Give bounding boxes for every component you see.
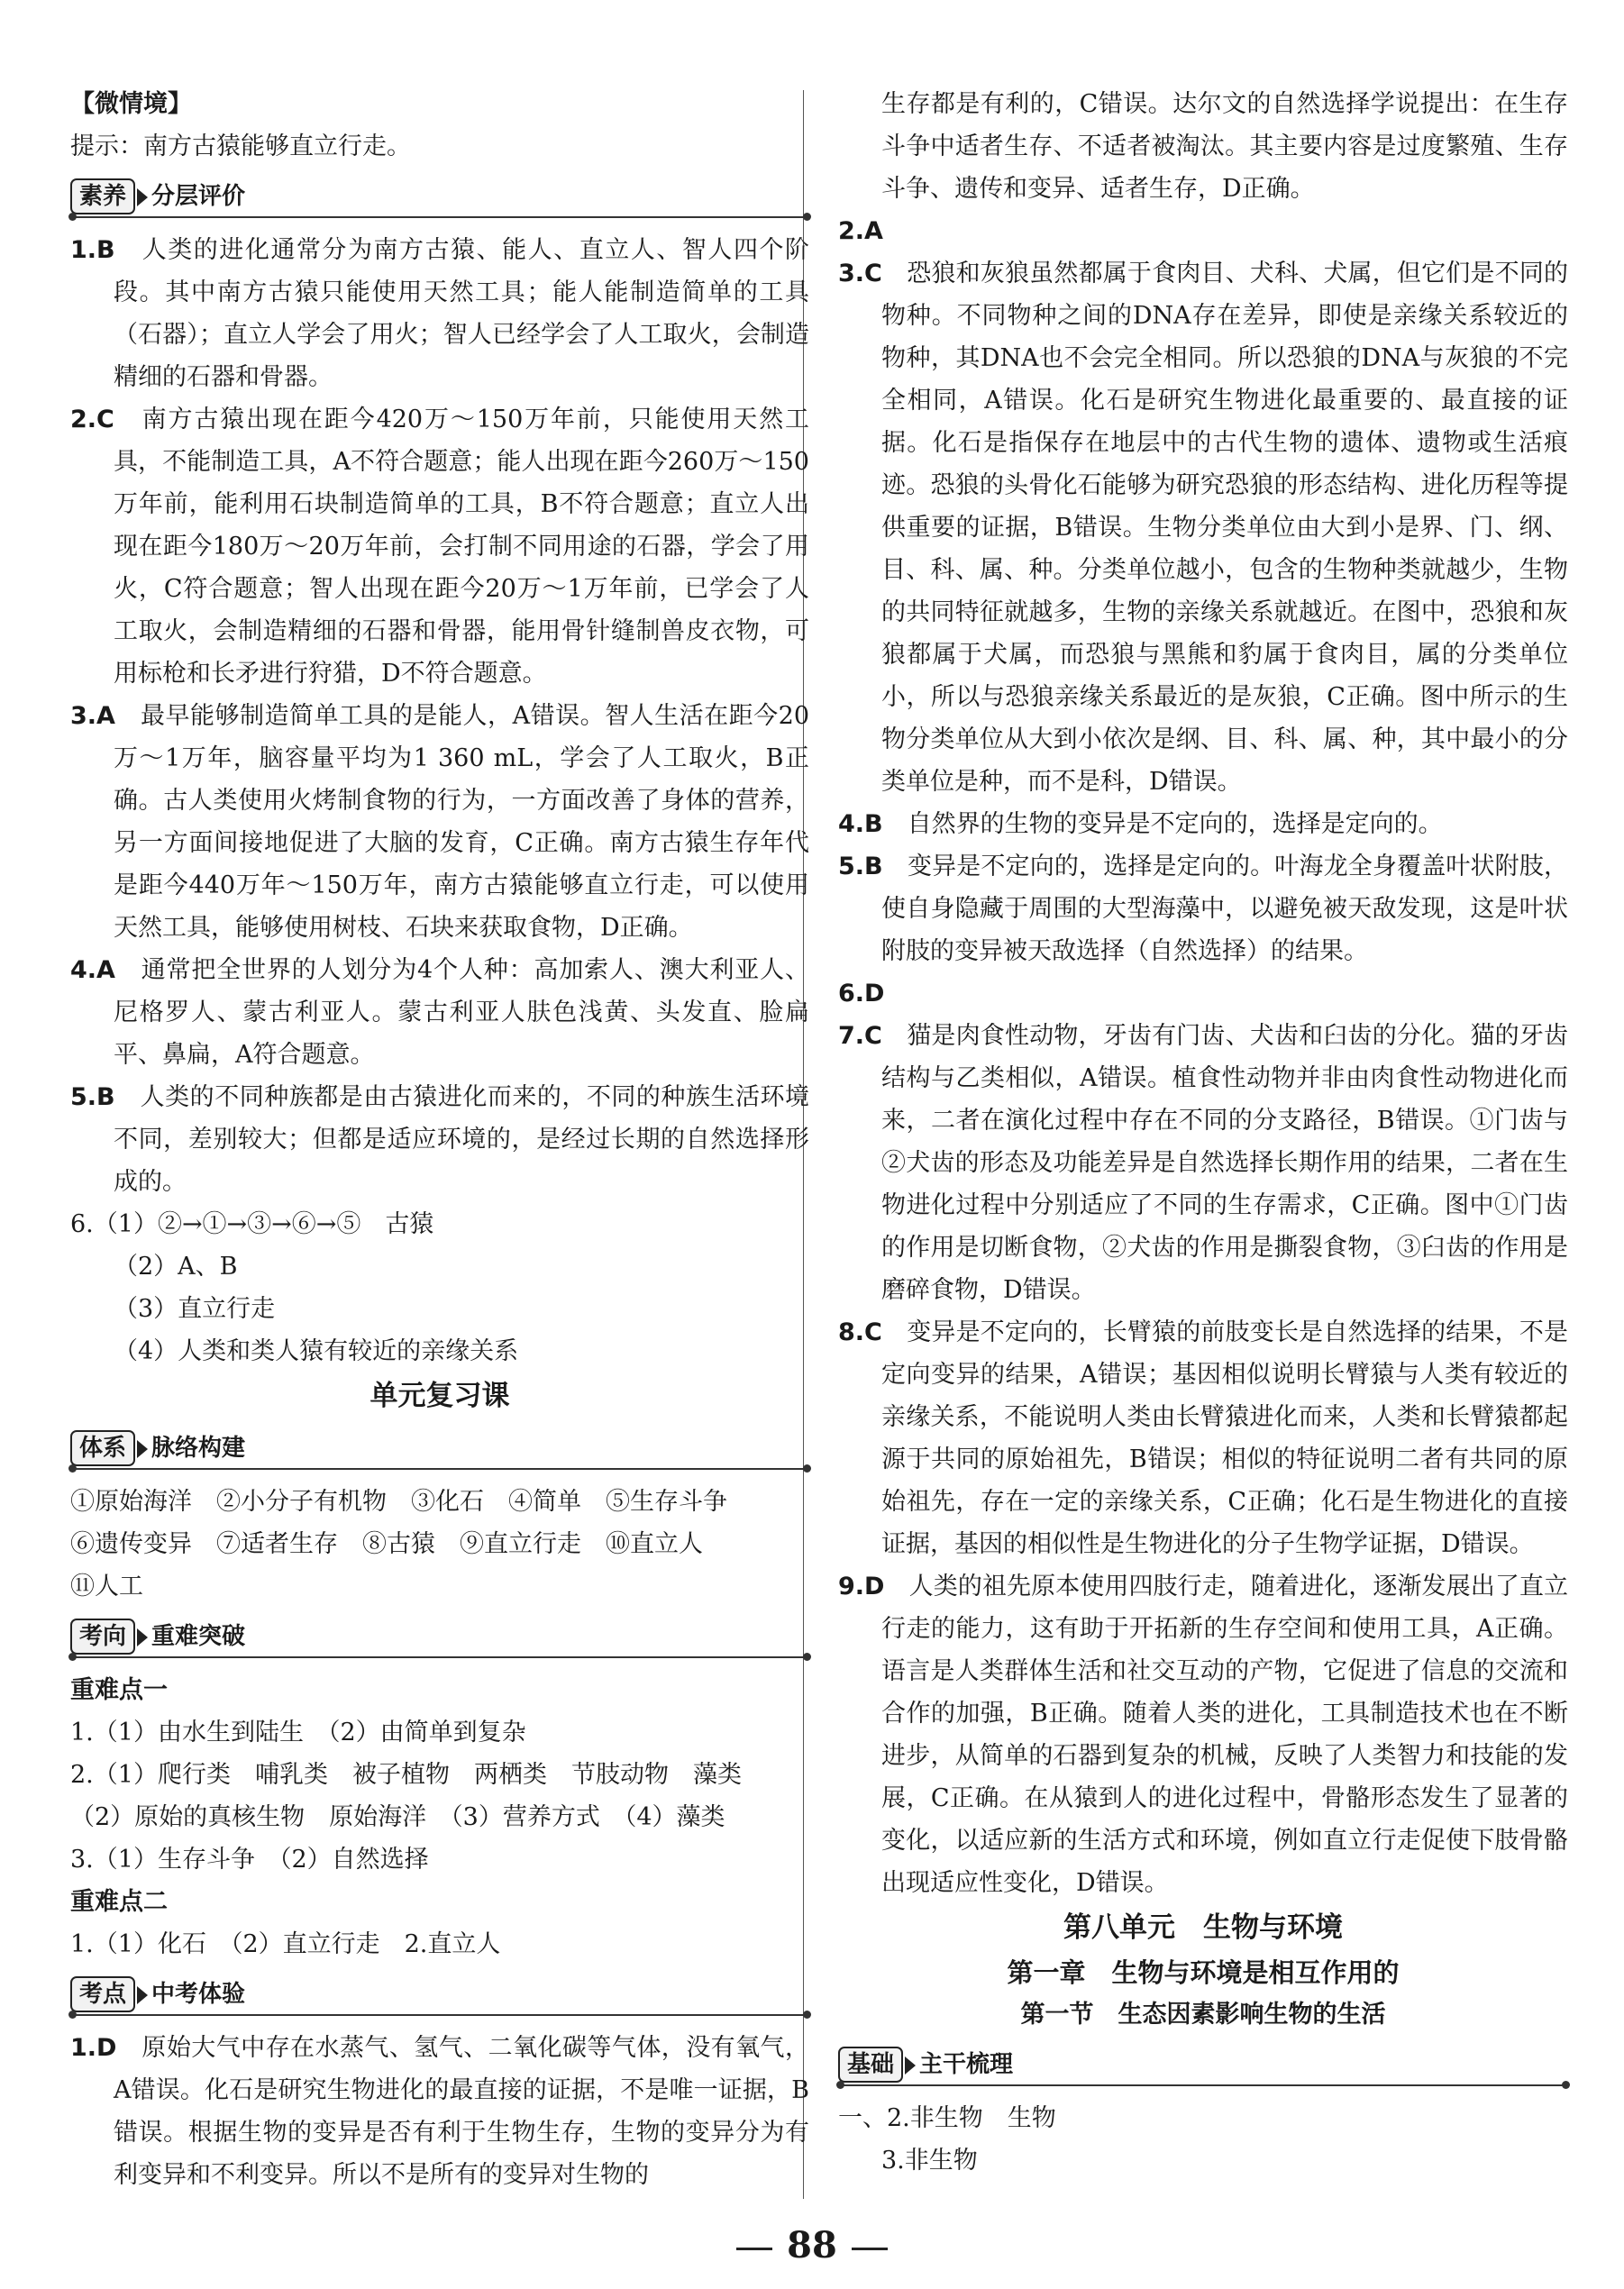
basic-line: 一、2.非生物 生物	[838, 2104, 1056, 2132]
answer-text: 恐狼和灰狼虽然都属于食肉目、犬科、犬属，但它们是不同的物种。不同物种之间的DNA存在差异，即使是亲缘关系较近的物种，其DNA也不会完全相同。所以恐狼的DNA与灰狼的不完全相同，A错误。化石是研究生物进化最重要的、最直接的证据。化石是指保存在地层中的古代生物的遗体、遗物或生活痕迹。恐狼的头骨化石能够为研究恐狼的形态结构、进化历程等提供重要的证据，B错误。生物分类单位由大到小是界、门、纲、目、科、属、种。分类单位越小，包含的生物种类就越少，生物的共同特征就越多，生物的亲缘关系就越近。在图中，恐狼和灰狼都属于犬属，而恐狼与黑熊和豹属于食肉目，属的分类单位小，所以与恐狼亲缘关系最近的是灰狼，C正确。图中所示的生物分类单位从大到小依次是纲、目、科、属、种，其中最小的分类单位是种，而不是科，D错误。	[881, 260, 1569, 796]
answer-number: 3.A	[70, 702, 115, 730]
heading-sub: 重难突破	[151, 1623, 246, 1650]
dash-right	[852, 2248, 888, 2250]
unit-review-title: 单元复习课	[370, 1380, 510, 1412]
answer-text: 通常把全世界的人划分为4个人种：高加索人、澳大利亚人、尼格罗人、蒙古利亚人。蒙古利亚人肤色浅黄、头发直、脸扁平、鼻扁，A符合题意。	[114, 956, 810, 1069]
answer-item-3	[70, 695, 809, 949]
section-title: 第一节 生态因素影响生物的生活	[1020, 2001, 1386, 2029]
answer-number: 1.D	[70, 2034, 117, 2062]
exam-answer-2: 2.A	[838, 217, 883, 245]
answer-text: 人类的不同种族都是由古猿进化而来的，不同的种族生活环境不同，差别较大；但都是适应环境的，是经过长期的自然选择形成的。	[114, 1083, 810, 1196]
answer-number: 5.B	[838, 853, 883, 880]
heading-rule	[70, 216, 809, 218]
answer-text: 变异是不定向的，长臂猿的前肢变长是自然选择的结果，不是定向变异的结果，A错误；基因相似说明长臂猿与人类有较近的亲缘关系，不能说明人类由长臂猿进化而来，人类和长臂猿都起源于共同的原始祖先，B错误；相似的特征说明二者有共同的原始祖先，存在一定的亲缘关系，C正确；化石是生物进化的直接证据，基因的相似性是生物进化的分子生物学证据，D错误。	[881, 1318, 1569, 1558]
key-point-line: （2）原始的真核生物 原始海洋 （3）营养方式 （4）藻类	[70, 1803, 725, 1831]
answer-item-6-line: （2）A、B	[114, 1253, 238, 1281]
heading-sub: 主干梳理	[919, 2051, 1014, 2078]
exam-answer-4	[838, 803, 1568, 845]
answer-number: 4.A	[70, 956, 115, 984]
key-point-line: 2.（1）爬行类 哺乳类 被子植物 两栖类 节肢动物 藻类	[70, 1761, 742, 1789]
answer-text: 猫是肉食性动物，牙齿有门齿、犬齿和臼齿的分化。猫的牙齿结构与乙类相似，A错误。植食性动物并非由肉食性动物进化而来，二者在演化过程中存在不同的分支路径，B错误。①门齿与②犬齿的形态及功能差异是自然选择长期作用的结果，二者在生物进化过程中分别适应了不同的生存需求，C正确。图中①门齿的作用是切断食物，②犬齿的作用是撕裂食物，③臼齿的作用是磨碎食物，D错误。	[881, 1022, 1569, 1304]
answer-text: 原始大气中存在水蒸气、氢气、二氧化碳等气体，没有氧气，A错误。化石是研究生物进化的最直接的证据，不是唯一证据，B错误。根据生物的变异是否有利于生物生存，生物的变异分为有利变异和不利变异。所以不是所有的变异对生物的	[114, 2034, 810, 2189]
answer-item-5	[70, 1076, 809, 1203]
exam-answer-9	[838, 1565, 1568, 1904]
answer-item-6-line: （3）直立行走	[114, 1295, 276, 1323]
key-point-2-title: 重难点二	[70, 1888, 168, 1916]
key-point-line: 1.（1）化石 （2）直立行走 2.直立人	[70, 1930, 501, 1958]
heading-rule	[838, 2084, 1568, 2086]
answer-number: 8.C	[838, 1318, 882, 1346]
unit-title: 第八单元 生物与环境	[1063, 1911, 1343, 1944]
dash-left	[736, 2248, 772, 2250]
exam-answer-1-continued: 生存都是有利的，C错误。达尔文的自然选择学说提出：在生存斗争中适者生存、不适者被淘汰。其主要内容是过度繁殖、生存斗争、遗传和变异、适者生存，D正确。	[881, 90, 1568, 203]
exam-answer-6: 6.D	[838, 980, 885, 1008]
heading-rule	[70, 1656, 809, 1658]
section-heading-exam	[70, 1971, 809, 2020]
heading-rule	[70, 2014, 809, 2016]
exam-answer-8	[838, 1311, 1568, 1565]
answer-text: 自然界的生物的变异是不定向的，选择是定向的。	[907, 810, 1443, 838]
answer-item-6-line: （4）人类和类人猿有较近的亲缘关系	[114, 1337, 519, 1365]
basic-line: 3.非生物	[881, 2147, 978, 2175]
heading-sub: 中考体验	[151, 1981, 246, 2008]
key-point-line: 1.（1）由水生到陆生 （2）由简单到复杂	[70, 1719, 526, 1746]
key-point-line: 3.（1）生存斗争 （2）自然选择	[70, 1846, 429, 1874]
system-line: ⑥遗传变异 ⑦适者生存 ⑧古猿 ⑨直立行走 ⑩直立人	[70, 1530, 703, 1558]
answer-text: 最早能够制造简单工具的是能人，A错误。智人生活在距今20万～1万年，脑容量平均为1 360 mL，学会了人工取火，B正确。古人类使用火烤制食物的行为，一方面改善了身体的营养，另一方面间接地促进了大脑的发育，C正确。南方古猿生存年代是距今440万年～150万年，南方古猿能够直立行走，可以使用天然工具，能够使用树枝、石块来获取食物，D正确。	[114, 702, 809, 942]
key-point-1-title: 重难点一	[70, 1676, 168, 1704]
exam-answer-5	[838, 845, 1568, 972]
answer-number: 3.C	[838, 260, 882, 287]
answer-item-6-line: 6.（1）②→①→③→⑥→⑤ 古猿	[70, 1210, 434, 1238]
section-heading-system	[70, 1425, 809, 1473]
answer-item-2	[70, 398, 809, 695]
exam-answer-1	[70, 2027, 809, 2196]
answer-number: 4.B	[838, 810, 883, 838]
heading-tag: 体系	[70, 1430, 135, 1466]
system-line: ①原始海洋 ②小分子有机物 ③化石 ④简单 ⑤生存斗争	[70, 1488, 727, 1516]
answer-text: 人类的进化通常分为南方古猿、能人、直立人、智人四个阶段。其中南方古猿只能使用天然工具；能人能制造简单的工具（石器）；直立人学会了用火；智人已经学会了人工取火，会制造精细的石器和骨器。	[114, 236, 810, 391]
page-number-text: 88	[787, 2224, 837, 2266]
section-heading-literacy	[70, 173, 809, 222]
heading-tag: 素养	[70, 178, 135, 214]
exam-answer-7	[838, 1015, 1568, 1311]
heading-arrow-icon	[905, 2056, 916, 2075]
section-heading-direction	[70, 1613, 809, 1662]
answer-number: 9.D	[838, 1573, 885, 1600]
left-column	[70, 83, 809, 2196]
right-column	[838, 83, 1568, 2182]
page-number	[0, 2224, 1624, 2266]
heading-arrow-icon	[137, 1986, 148, 2004]
system-line: ⑪人工	[70, 1573, 143, 1600]
exam-answer-3	[838, 252, 1568, 803]
heading-arrow-icon	[137, 188, 148, 206]
heading-arrow-icon	[137, 1628, 148, 1646]
micro-scenario-title: 【微情境】	[70, 90, 192, 118]
answer-text: 变异是不定向的，选择是定向的。叶海龙全身覆盖叶状附肢，使自身隐藏于周围的大型海藻中，以避免被天敌发现，这是叶状附肢的变异被天敌选择（自然选择）的结果。	[881, 853, 1568, 965]
answer-number: 2.C	[70, 406, 114, 433]
heading-rule	[70, 1468, 809, 1470]
answer-number: 5.B	[70, 1083, 115, 1111]
answer-item-4	[70, 949, 809, 1076]
heading-tag: 基础	[838, 2047, 903, 2083]
answer-text: 人类的祖先原本使用四肢行走，随着进化，逐渐发展出了直立行走的能力，这有助于开拓新的生存空间和使用工具，A正确。语言是人类群体生活和社交互动的产物，它促进了信息的交流和合作的加强，B正确。随着人类的进化，工具制造技术也在不断进步，从简单的石器到复杂的机械，反映了人类智力和技能的发展，C正确。在从猿到人的进化过程中，骨骼形态发生了显著的变化，以适应新的生活方式和环境，例如直立行走促使下肢骨骼出现适应性变化，D错误。	[881, 1573, 1569, 1897]
section-heading-basic	[838, 2041, 1568, 2090]
answer-number: 7.C	[838, 1022, 882, 1050]
heading-arrow-icon	[137, 1440, 148, 1458]
heading-tag: 考点	[70, 1976, 135, 2012]
heading-sub: 分层评价	[151, 183, 246, 210]
chapter-title: 第一章 生物与环境是相互作用的	[1007, 1957, 1400, 1988]
answer-number: 1.B	[70, 236, 115, 264]
micro-scenario-hint: 提示：南方古猿能够直立行走。	[70, 132, 411, 160]
answer-item-1	[70, 229, 809, 398]
answer-text: 南方古猿出现在距今420万～150万年前，只能使用天然工具，不能制造工具，A不符合题意；能人出现在距今260万～150万年前，能利用石块制造简单的工具，B不符合题意；直立人出现在距今180万～20万年前，会打制不同用途的石器，学会了用火，C符合题意；智人出现在距今20万～1万年前，已学会了人工取火，会制造精细的石器和骨器，能用骨针缝制兽皮衣物，可用标枪和长矛进行狩猎，D不符合题意。	[114, 406, 809, 688]
heading-tag: 考向	[70, 1619, 135, 1655]
heading-sub: 脉络构建	[151, 1435, 246, 1462]
